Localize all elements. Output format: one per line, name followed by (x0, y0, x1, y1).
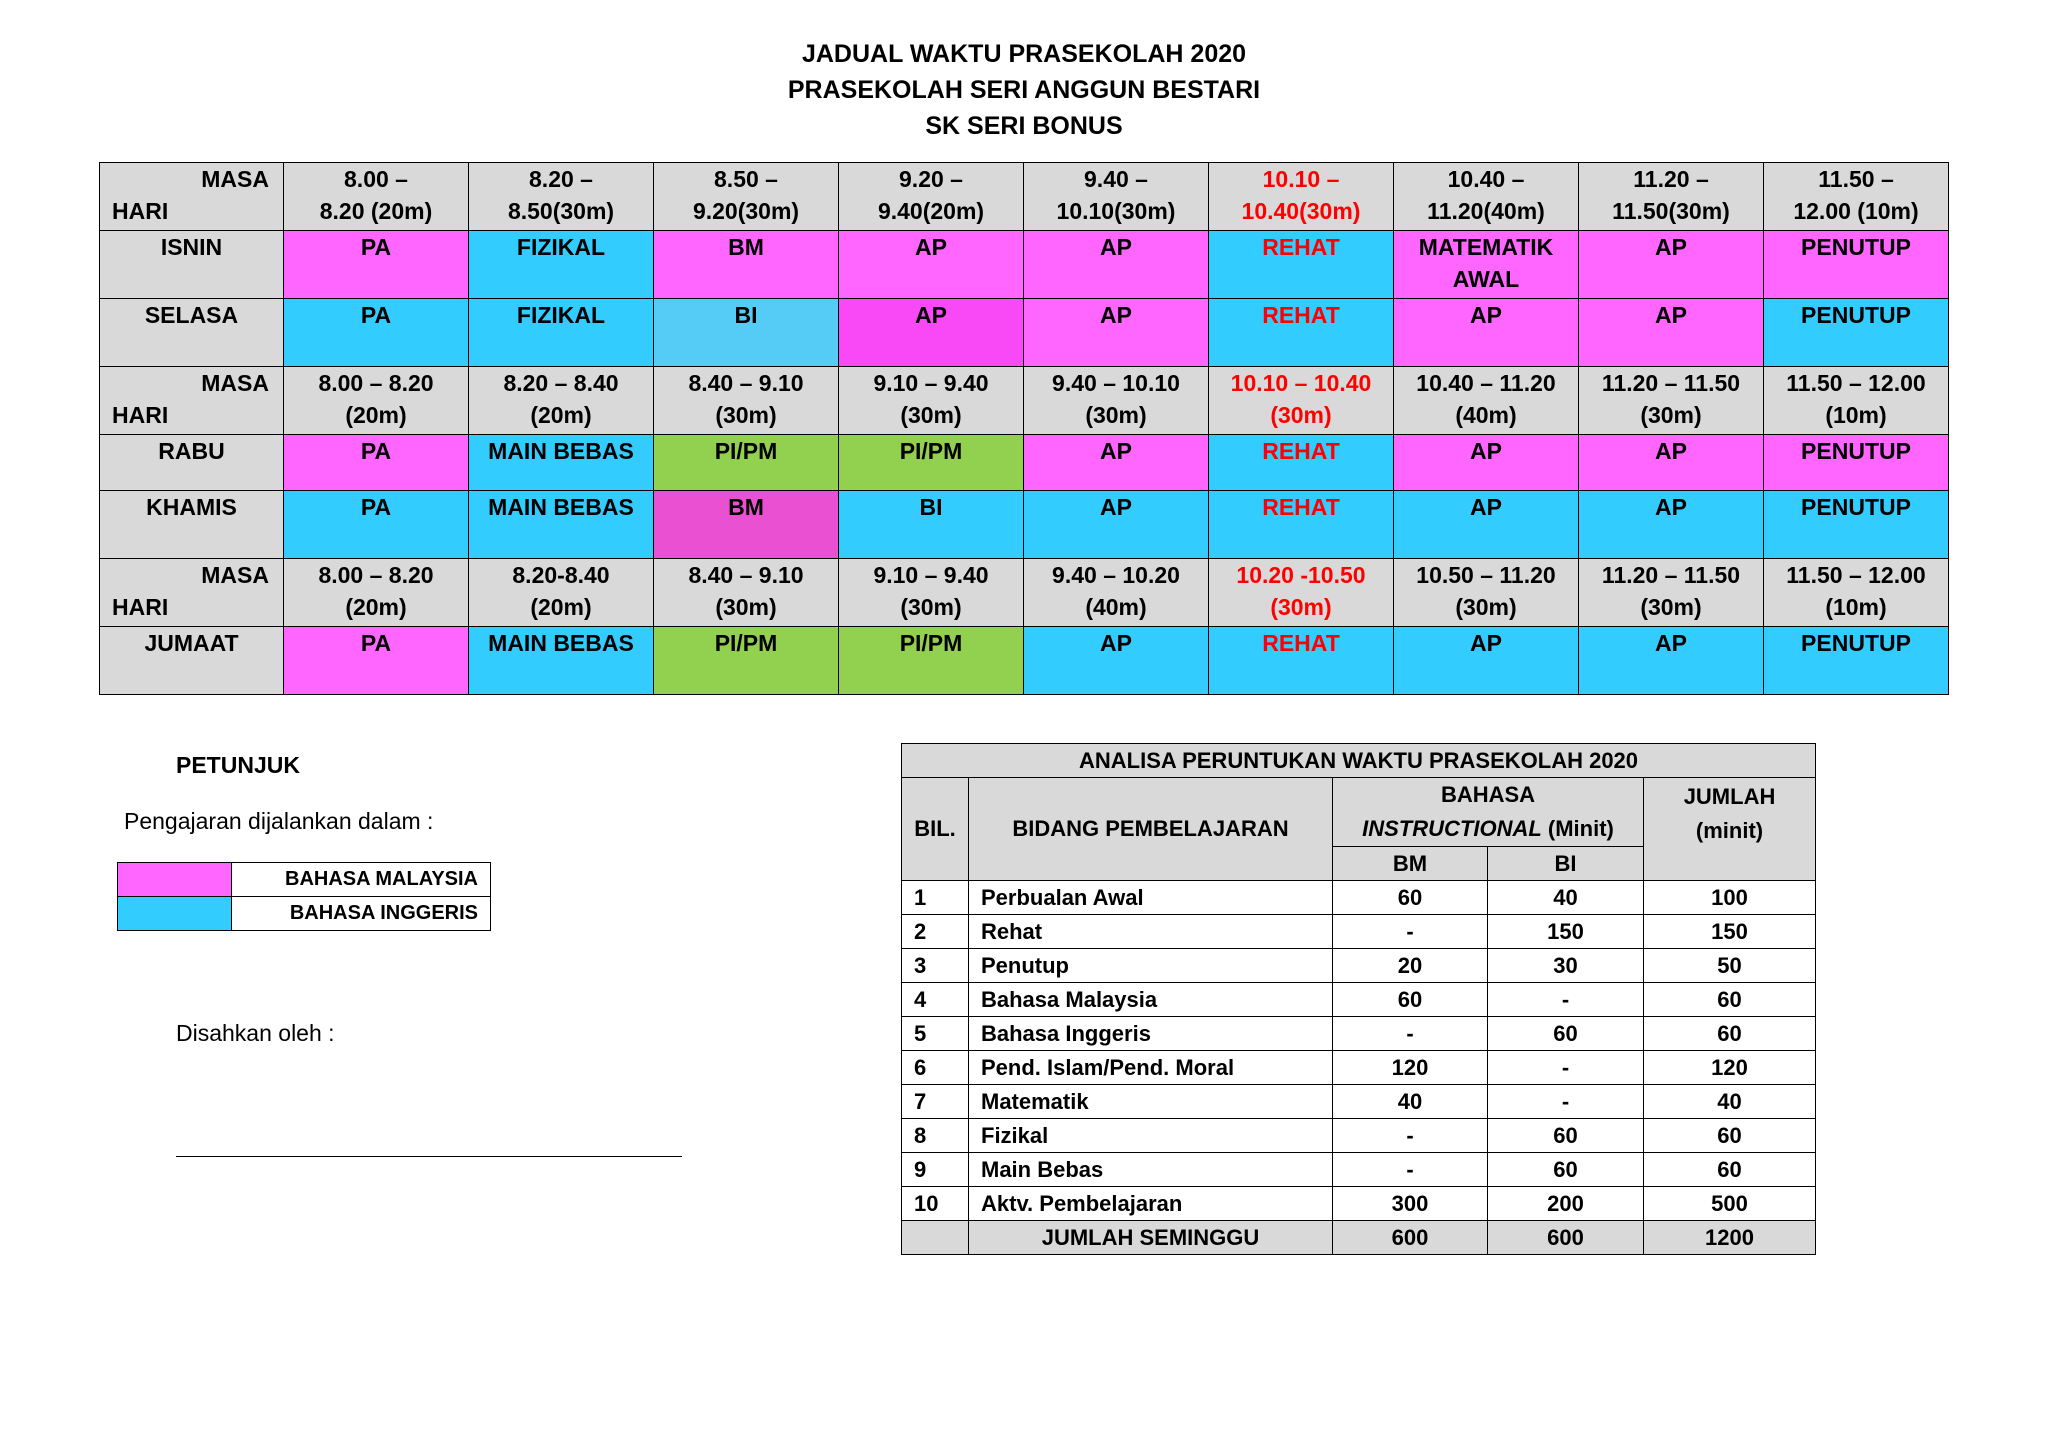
analysis-bm: 60 (1333, 983, 1488, 1017)
time-slot-header (1579, 367, 1764, 435)
timetable-subject-cell: AP (1024, 299, 1209, 367)
timetable (99, 162, 1949, 695)
masa-hari-cell (100, 163, 284, 231)
time-duration: (30m) (1270, 402, 1332, 428)
analysis-jumlah: 500 (1644, 1187, 1816, 1221)
time-range: 9.40 – (1084, 166, 1148, 192)
timetable-subject-cell: PA (284, 299, 469, 367)
analysis-bi: - (1488, 1051, 1644, 1085)
time-slot-header (1024, 367, 1209, 435)
time-range: 10.10 – 10.40 (1230, 370, 1372, 396)
time-range: 8.00 – (344, 166, 408, 192)
time-duration: (30m) (1640, 402, 1702, 428)
time-slot-header (1764, 367, 1949, 435)
hari-label: HARI (112, 198, 169, 224)
analysis-col-bidang: BIDANG PEMBELAJARAN (969, 778, 1333, 881)
analysis-col-bil: BIL. (902, 778, 969, 881)
masa-hari-cell (100, 559, 284, 627)
time-slot-header (654, 559, 839, 627)
timetable-header-row (100, 367, 1949, 435)
time-slot-header (469, 367, 654, 435)
analysis-bil: 9 (902, 1153, 969, 1187)
legend-label-bi: BAHASA INGGERIS (232, 897, 491, 931)
analysis-jumlah: 100 (1644, 881, 1816, 915)
timetable-subject-cell: REHAT (1209, 627, 1394, 695)
analysis-col-jumlah (1644, 778, 1816, 881)
timetable-header-row (100, 559, 1949, 627)
timetable-subject-cell: AP (839, 299, 1024, 367)
time-range: 8.50 – (714, 166, 778, 192)
timetable-subject-cell: PENUTUP (1764, 627, 1949, 695)
timetable-subject-cell: REHAT (1209, 491, 1394, 559)
timetable-subject-cell: REHAT (1209, 299, 1394, 367)
analysis-bi: 60 (1488, 1017, 1644, 1051)
analysis-bm: 300 (1333, 1187, 1488, 1221)
time-duration: (30m) (715, 402, 777, 428)
time-slot-header (1209, 367, 1394, 435)
analysis-bi: - (1488, 1085, 1644, 1119)
analysis-bil: 4 (902, 983, 969, 1017)
time-duration: (10m) (1825, 402, 1887, 428)
time-slot-header (1394, 367, 1579, 435)
timetable-subject-cell: BM (654, 231, 839, 299)
timetable-subject-cell: AP (1024, 627, 1209, 695)
time-range: 10.20 -10.50 (1236, 562, 1366, 588)
time-range: 9.10 – 9.40 (873, 370, 989, 396)
analysis-col-bi: BI (1488, 847, 1644, 881)
time-duration: 8.50(30m) (507, 198, 615, 224)
time-duration: (30m) (1455, 594, 1517, 620)
legend-intro: Pengajaran dijalankan dalam : (124, 808, 434, 834)
time-duration: (30m) (900, 402, 962, 428)
time-slot-header (1209, 559, 1394, 627)
time-slot-header (1579, 163, 1764, 231)
time-range: 9.40 – 10.20 (1052, 562, 1180, 588)
legend-row-bm (118, 863, 491, 897)
analysis-jumlah: 120 (1644, 1051, 1816, 1085)
time-range: 11.20 – (1633, 166, 1709, 192)
time-slot-header (1764, 559, 1949, 627)
analysis-bm: 120 (1333, 1051, 1488, 1085)
analysis-col-jumlah-line1: JUMLAH (1683, 784, 1776, 809)
analysis-row (902, 1187, 1816, 1221)
timetable-subject-cell: BI (654, 299, 839, 367)
time-slot-header (284, 559, 469, 627)
analysis-bil: 6 (902, 1051, 969, 1085)
time-range: 9.20 – (899, 166, 963, 192)
analysis-col-bahasa (1333, 778, 1644, 847)
analysis-bi: - (1488, 983, 1644, 1017)
time-range: 8.00 – 8.20 (318, 370, 434, 396)
time-range: 8.20 – (529, 166, 593, 192)
time-duration: 9.40(20m) (877, 198, 985, 224)
time-duration: (30m) (715, 594, 777, 620)
timetable-day-row (100, 299, 1949, 367)
legend-swatch-bi (118, 897, 232, 931)
timetable-subject-cell: PENUTUP (1764, 435, 1949, 491)
time-range: 11.20 – 11.50 (1601, 562, 1741, 588)
timetable-subject-cell: AP (1579, 299, 1764, 367)
timetable-subject-cell: PI/PM (654, 435, 839, 491)
timetable-subject-cell: FIZIKAL (469, 231, 654, 299)
time-duration: (20m) (530, 594, 592, 620)
time-range: 11.50 – (1818, 166, 1894, 192)
timetable-day-row (100, 627, 1949, 695)
time-range: 11.50 – 12.00 (1786, 370, 1926, 396)
title-line-1: JADUAL WAKTU PRASEKOLAH 2020 (801, 40, 1247, 68)
timetable-subject-cell: PA (284, 627, 469, 695)
day-label: JUMAAT (100, 627, 284, 695)
analysis-total-blank (902, 1221, 969, 1255)
analysis-bil: 5 (902, 1017, 969, 1051)
time-duration: 10.40(30m) (1241, 198, 1361, 224)
analysis-bil: 10 (902, 1187, 969, 1221)
analysis-row (902, 1085, 1816, 1119)
time-duration: (30m) (1640, 594, 1702, 620)
timetable-header-row (100, 163, 1949, 231)
analysis-row (902, 881, 1816, 915)
masa-label: MASA (201, 370, 269, 396)
time-slot-header (1579, 559, 1764, 627)
time-duration: 9.20(30m) (692, 198, 800, 224)
analysis-bi: 30 (1488, 949, 1644, 983)
timetable-day-row (100, 491, 1949, 559)
day-label: ISNIN (100, 231, 284, 299)
analysis-col-jumlah-line2: (minit) (1695, 818, 1764, 843)
analysis-total-jumlah: 1200 (1644, 1221, 1816, 1255)
hari-label: HARI (112, 594, 169, 620)
timetable-subject-cell: PI/PM (654, 627, 839, 695)
time-range: 10.40 – (1447, 166, 1525, 192)
time-duration: 11.50(30m) (1612, 198, 1730, 224)
timetable-subject-cell: PENUTUP (1764, 491, 1949, 559)
analysis-bidang: Pend. Islam/Pend. Moral (969, 1051, 1333, 1085)
timetable-subject-cell: PA (284, 491, 469, 559)
legend-swatch-bm (118, 863, 232, 897)
time-slot-header (654, 163, 839, 231)
timetable-subject-cell: AP (1394, 627, 1579, 695)
timetable-subject-cell: REHAT (1209, 435, 1394, 491)
analysis-bidang: Bahasa Malaysia (969, 983, 1333, 1017)
timetable-subject-cell: AP (1024, 491, 1209, 559)
analysis-bm: - (1333, 915, 1488, 949)
legend-table (117, 862, 491, 931)
analysis-bidang: Rehat (969, 915, 1333, 949)
analysis-jumlah: 40 (1644, 1085, 1816, 1119)
timetable-subject-cell: PI/PM (839, 627, 1024, 695)
masa-hari-cell (100, 367, 284, 435)
time-range: 8.20 – 8.40 (503, 370, 619, 396)
title-line-3: SK SERI BONUS (925, 112, 1123, 140)
page-title (0, 36, 2048, 144)
analysis-bidang: Perbualan Awal (969, 881, 1333, 915)
time-duration: (40m) (1455, 402, 1517, 428)
analysis-bm: 40 (1333, 1085, 1488, 1119)
time-slot-header (1764, 163, 1949, 231)
analysis-total-bm: 600 (1333, 1221, 1488, 1255)
analysis-col-bahasa-italic: INSTRUCTIONAL (1362, 816, 1542, 841)
timetable-subject-cell: PA (284, 231, 469, 299)
analysis-bm: - (1333, 1017, 1488, 1051)
time-range: 10.40 – 11.20 (1416, 370, 1556, 396)
analysis-total-label: JUMLAH SEMINGGU (969, 1221, 1333, 1255)
time-slot-header (839, 367, 1024, 435)
timetable-subject-cell: MAIN BEBAS (469, 627, 654, 695)
timetable-subject-cell: AP (1394, 435, 1579, 491)
timetable-subject-cell: PENUTUP (1764, 299, 1949, 367)
analysis-bi: 150 (1488, 915, 1644, 949)
time-slot-header (654, 367, 839, 435)
analysis-bidang: Aktv. Pembelajaran (969, 1187, 1333, 1221)
time-duration: (30m) (1270, 594, 1332, 620)
timetable-subject-cell: PENUTUP (1764, 231, 1949, 299)
analysis-bm: - (1333, 1119, 1488, 1153)
time-duration: (40m) (1085, 594, 1147, 620)
time-range: 10.50 – 11.20 (1416, 562, 1556, 588)
timetable-subject-cell: AP (839, 231, 1024, 299)
analysis-row (902, 1051, 1816, 1085)
masa-label: MASA (201, 166, 269, 192)
timetable-subject-cell: BM (654, 491, 839, 559)
masa-label: MASA (201, 562, 269, 588)
analysis-col-bahasa-line1: BAHASA (1440, 782, 1536, 807)
timetable-subject-cell: AP (1579, 627, 1764, 695)
time-range: 9.10 – 9.40 (873, 562, 989, 588)
analysis-jumlah: 150 (1644, 915, 1816, 949)
analysis-bm: 60 (1333, 881, 1488, 915)
analysis-title: ANALISA PERUNTUKAN WAKTU PRASEKOLAH 2020 (902, 744, 1816, 778)
timetable-subject-cell: MAIN BEBAS (469, 435, 654, 491)
analysis-bil: 1 (902, 881, 969, 915)
time-duration: 10.10(30m) (1056, 198, 1176, 224)
time-slot-header (1024, 163, 1209, 231)
timetable-subject-cell: BI (839, 491, 1024, 559)
timetable-subject-cell: AP (1579, 231, 1764, 299)
time-duration: (30m) (1085, 402, 1147, 428)
analysis-bi: 60 (1488, 1119, 1644, 1153)
time-slot-header (1394, 163, 1579, 231)
time-slot-header (469, 559, 654, 627)
time-duration: 12.00 (10m) (1793, 198, 1919, 224)
analysis-row (902, 1119, 1816, 1153)
time-slot-header (1209, 163, 1394, 231)
timetable-subject-cell: PA (284, 435, 469, 491)
analysis-bm: - (1333, 1153, 1488, 1187)
timetable-subject-cell: AP (1394, 491, 1579, 559)
time-slot-header (284, 163, 469, 231)
time-duration: 8.20 (20m) (319, 198, 433, 224)
timetable-day-row (100, 435, 1949, 491)
day-label: KHAMIS (100, 491, 284, 559)
analysis-jumlah: 60 (1644, 1017, 1816, 1051)
day-label: SELASA (100, 299, 284, 367)
analysis-col-bm: BM (1333, 847, 1488, 881)
analysis-bil: 2 (902, 915, 969, 949)
approval-label: Disahkan oleh : (176, 1020, 335, 1046)
day-label: RABU (100, 435, 284, 491)
analysis-jumlah: 60 (1644, 1153, 1816, 1187)
time-slot-header (839, 559, 1024, 627)
time-slot-header (284, 367, 469, 435)
legend-heading: PETUNJUK (176, 752, 300, 778)
analysis-bil: 7 (902, 1085, 969, 1119)
analysis-row (902, 1153, 1816, 1187)
time-duration: (20m) (530, 402, 592, 428)
analysis-bi: 40 (1488, 881, 1644, 915)
analysis-jumlah: 50 (1644, 949, 1816, 983)
time-slot-header (839, 163, 1024, 231)
legend-label-bm: BAHASA MALAYSIA (232, 863, 491, 897)
time-range: 11.20 – 11.50 (1601, 370, 1741, 396)
analysis-bidang: Main Bebas (969, 1153, 1333, 1187)
legend-row-bi (118, 897, 491, 931)
timetable-subject-cell: MATEMATIK AWAL (1394, 231, 1579, 299)
analysis-bi: 60 (1488, 1153, 1644, 1187)
analysis-row (902, 1017, 1816, 1051)
time-duration: 11.20(40m) (1427, 198, 1545, 224)
time-slot-header (1024, 559, 1209, 627)
analysis-bidang: Fizikal (969, 1119, 1333, 1153)
analysis-row (902, 983, 1816, 1017)
time-range: 8.00 – 8.20 (318, 562, 434, 588)
time-duration: (20m) (345, 594, 407, 620)
analysis-bil: 8 (902, 1119, 969, 1153)
timetable-subject-cell: AP (1579, 435, 1764, 491)
timetable-subject-cell: MAIN BEBAS (469, 491, 654, 559)
time-range: 8.20-8.40 (512, 562, 610, 588)
time-duration: (10m) (1825, 594, 1887, 620)
time-range: 10.10 – (1262, 166, 1340, 192)
time-slot-header (469, 163, 654, 231)
time-range: 8.40 – 9.10 (688, 562, 804, 588)
analysis-bm: 20 (1333, 949, 1488, 983)
analysis-row (902, 915, 1816, 949)
analysis-table (901, 743, 1816, 1255)
time-duration: (30m) (900, 594, 962, 620)
analysis-row (902, 949, 1816, 983)
analysis-col-bahasa-unit: (Minit) (1547, 816, 1614, 841)
timetable-subject-cell: REHAT (1209, 231, 1394, 299)
time-range: 8.40 – 9.10 (688, 370, 804, 396)
signature-line (176, 1156, 682, 1157)
time-slot-header (1394, 559, 1579, 627)
analysis-bi: 200 (1488, 1187, 1644, 1221)
timetable-subject-cell: PI/PM (839, 435, 1024, 491)
timetable-subject-cell: AP (1024, 435, 1209, 491)
analysis-bidang: Matematik (969, 1085, 1333, 1119)
hari-label: HARI (112, 402, 169, 428)
analysis-total-bi: 600 (1488, 1221, 1644, 1255)
time-range: 9.40 – 10.10 (1052, 370, 1180, 396)
analysis-bil: 3 (902, 949, 969, 983)
timetable-subject-cell: AP (1024, 231, 1209, 299)
analysis-jumlah: 60 (1644, 983, 1816, 1017)
analysis-total-row (902, 1221, 1816, 1255)
time-duration: (20m) (345, 402, 407, 428)
timetable-subject-cell: AP (1579, 491, 1764, 559)
analysis-title-row (902, 744, 1816, 778)
timetable-day-row (100, 231, 1949, 299)
analysis-bidang: Bahasa Inggeris (969, 1017, 1333, 1051)
analysis-jumlah: 60 (1644, 1119, 1816, 1153)
title-line-2: PRASEKOLAH SERI ANGGUN BESTARI (787, 76, 1261, 104)
timetable-subject-cell: FIZIKAL (469, 299, 654, 367)
time-range: 11.50 – 12.00 (1786, 562, 1926, 588)
analysis-bidang: Penutup (969, 949, 1333, 983)
timetable-subject-cell: AP (1394, 299, 1579, 367)
